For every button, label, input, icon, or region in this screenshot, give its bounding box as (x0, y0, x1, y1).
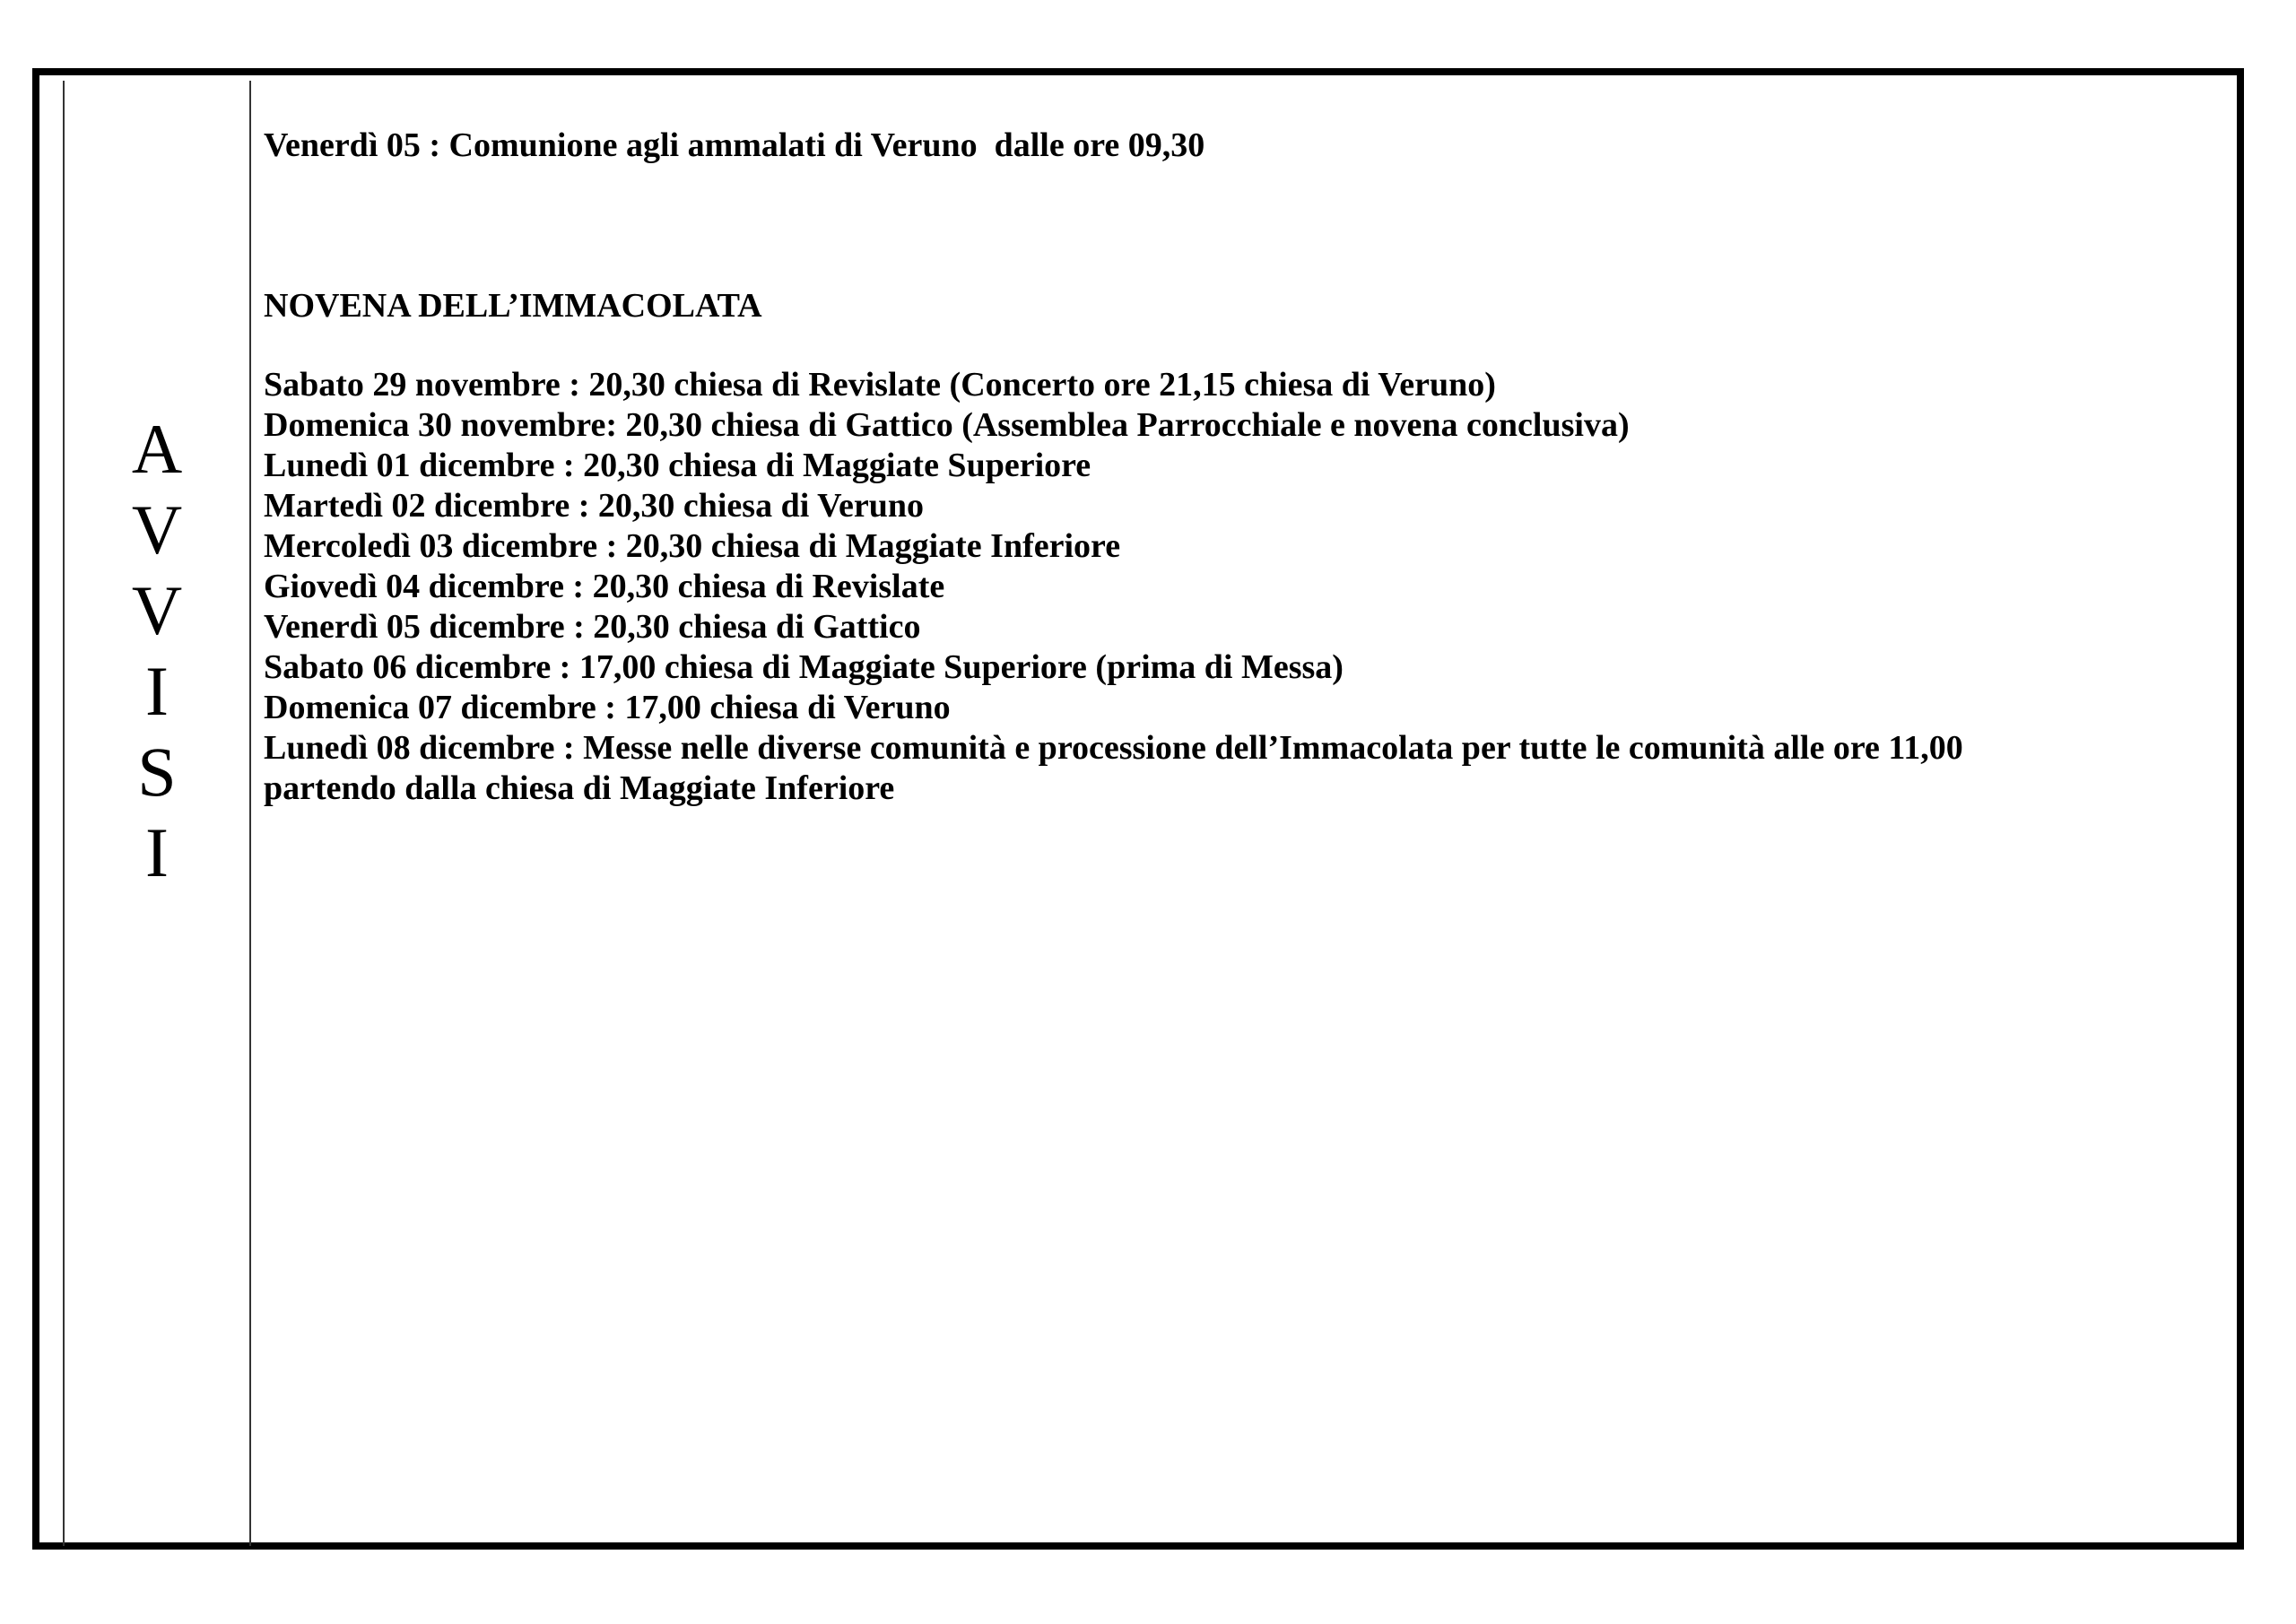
side-letter: S (137, 733, 177, 811)
schedule-line: Lunedì 08 dicembre : Messe nelle diverse comunità e processione dell’Immacolata per tutte le comunità alle ore 11,00 (264, 729, 1963, 767)
side-letter: I (145, 813, 169, 891)
side-letter: V (131, 491, 183, 569)
side-letter: A (131, 410, 183, 488)
side-letter: I (145, 652, 169, 730)
schedule-line: Sabato 29 novembre : 20,30 chiesa di Revislate (Concerto ore 21,15 chiesa di Veruno) (264, 366, 1496, 404)
spacer (264, 326, 2228, 365)
notice-content (264, 126, 2228, 809)
schedule-line: Domenica 07 dicembre : 17,00 chiesa di Veruno (264, 689, 951, 726)
intro-line: Venerdì 05 : Comunione agli ammalati di Veruno dalle ore 09,30 (264, 126, 1205, 164)
schedule-line: Giovedì 04 dicembre : 20,30 chiesa di Revislate (264, 568, 945, 605)
notice-frame (32, 68, 2244, 1550)
schedule-line: Martedì 02 dicembre : 20,30 chiesa di Veruno (264, 487, 925, 525)
spacer (264, 166, 2228, 286)
schedule-line: Mercoledì 03 dicembre : 20,30 chiesa di Maggiate Inferiore (264, 527, 1121, 565)
side-title-avvisi (65, 409, 249, 893)
novena-heading: NOVENA DELL’IMMACOLATA (264, 287, 762, 325)
schedule-line: partendo dalla chiesa di Maggiate Inferiore (264, 769, 895, 807)
side-letter: V (131, 571, 183, 649)
side-column (63, 81, 251, 1546)
schedule-line: Sabato 06 dicembre : 17,00 chiesa di Maggiate Superiore (prima di Messa) (264, 648, 1344, 686)
schedule-line: Lunedì 01 dicembre : 20,30 chiesa di Maggiate Superiore (264, 447, 1091, 484)
schedule-line: Venerdì 05 dicembre : 20,30 chiesa di Gattico (264, 608, 921, 646)
schedule-line: Domenica 30 novembre: 20,30 chiesa di Gattico (Assemblea Parrocchiale e novena conclusiva) (264, 406, 1630, 444)
